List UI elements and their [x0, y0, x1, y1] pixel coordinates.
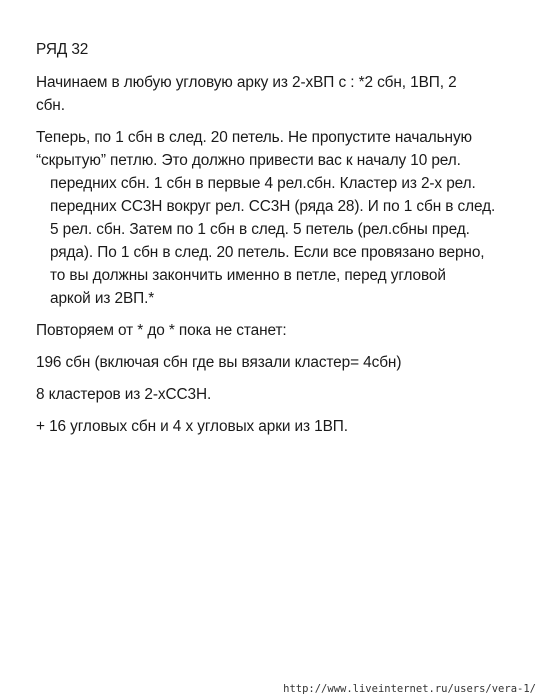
intro-line: сбн.: [36, 97, 65, 114]
intro-line: Начинаем в любую угловую арку из 2-хВП с : *2 сбн, 1ВП, 2: [36, 74, 457, 91]
instruction-line: Теперь, по 1 сбн в след. 20 петель. Не пропустите начальную: [36, 129, 472, 146]
instruction-line: аркой из 2ВП.*: [50, 290, 155, 307]
source-watermark: http://www.liveinternet.ru/users/vera-1/: [283, 683, 536, 695]
count-line-corners: + 16 угловых сбн и 4 х угловых арки из 1ВП.: [36, 418, 348, 435]
instruction-line: ряда). По 1 сбн в след. 20 петель. Если все провязано верно,: [50, 244, 485, 261]
instructions-paragraph: [36, 126, 504, 310]
instruction-line: передних СС3Н вокруг рел. СС3Н (ряда 28). И по 1 сбн в след.: [50, 198, 496, 215]
repeat-line: Повторяем от * до * пока не станет:: [36, 322, 287, 339]
row-title: РЯД 32: [36, 41, 89, 58]
intro-paragraph: [36, 71, 498, 117]
instruction-line: 5 рел. сбн. Затем по 1 сбн в след. 5 петель (рел.сбны пред.: [50, 221, 470, 238]
instruction-line: то вы должны закончить именно в петле, перед угловой: [50, 267, 446, 284]
instruction-line: передних сбн. 1 сбн в первые 4 рел.сбн. Кластер из 2-х рел.: [50, 175, 476, 192]
document-body: [36, 38, 506, 447]
count-line-clusters: 8 кластеров из 2-хСС3Н.: [36, 386, 212, 403]
count-line-stitches: 196 сбн (включая сбн где вы вязали кластер= 4сбн): [36, 354, 402, 371]
instruction-line: “скрытую” петлю. Это должно привести вас к началу 10 рел.: [36, 152, 461, 169]
